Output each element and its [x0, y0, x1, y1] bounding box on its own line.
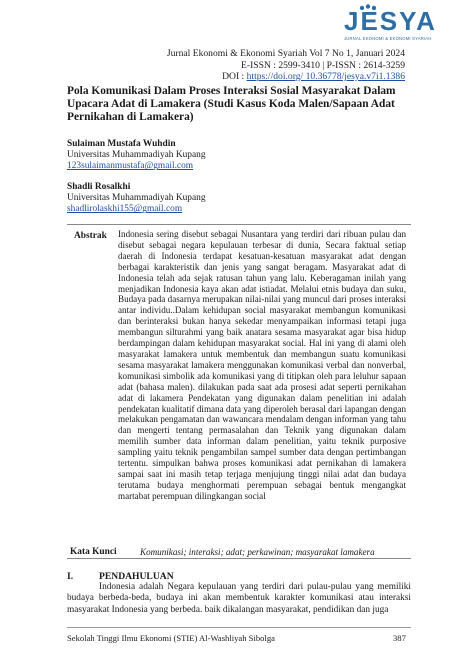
footer-institution: Sekolah Tinggi Ilmu Ekonomi (STIE) Al-Washliyah Sibolga [67, 633, 275, 643]
author-name: Shadli Rosalkhi [67, 182, 131, 192]
author-block-1 [67, 139, 327, 173]
journal-doi [105, 71, 405, 83]
journal-info [105, 48, 405, 83]
section-number: I. [67, 571, 74, 582]
keywords-label: Kata Kunci [70, 547, 117, 557]
doi-prefix: DOI : [222, 71, 247, 82]
page-number: 387 [393, 633, 406, 643]
journal-issn: E-ISSN : 2599-3410 | P-ISSN : 2614-3259 [241, 59, 405, 71]
abstract-label: Abstrak [74, 231, 107, 241]
logo-wordmark: JESYA [344, 6, 437, 36]
footer-divider [67, 627, 411, 628]
logo-subtitle: JURNAL EKONOMI & EKONOMI SYARIAH [344, 36, 432, 41]
doi-link[interactable]: https://doi.org/ 10.36778/jesya.v7i1.1386 [246, 71, 405, 82]
keywords-text: Komunikasi; interaksi; adat; perkawinan; masyarakat lamakera [140, 547, 375, 557]
abstract-text: Indonesia sering disebut sebagai Nusantara yang terdiri dari ribuan pulau dan disebut sebagai negara kepulauan terbesar di dunia, Secara faktual setiap daerah di Indonesia terdapat kesatuan-kesatuan masyarakat adat dengan berbagai karakteristik dan jenis yang sangat beragam. Masyarakat adat di Indonesia telah ada sejak ratusan tahun yang lalu. Keberagaman inilah yang menjadikan Indonesia kaya akan adat istiadat. Melalui etnis budaya dan suku, Budaya pada dasarnya merupakan nilai-nilai yang muncul dari proses interaksi antar individu..Dalam kehidupan social masyarakat membangun komunikasi dan berinteraksi bukan hanya sekedar menyampaikan informasi tetapi juga membangun silturahmi yang baik anatara sesama masyarakat agar bisa hidup berdampingan dalam kehidupan masyarakat social. Hal ini yang di alami oleh masyarakat lamakera untuk membentuk dan membangun suatu komunikasi sesama masyarakat lamakera menggunakan komunikasi verbal dan nonverbal, komunikasi simbolik ada komunikasi yang di titipkan oleh para leluhur sapaan adat (bahasa malen). dilakukan pada saat ada prosesi adat seperti pernikahan adat di lakamera Pendekatan yang digunakan dalam penelitian ini adalah pendekatan kualitatif dimana data yang diperoleh berasal dari lapangan dengan melakukan pengamatan dan wawancara mendalam dengan informan yang tahu dan mengerti tentang permasalahan dan Teknik yang digunakan dalam memilih sumber data informan dalam penelitian, yaitu teknik purposive sampling yaitu teknik pengambilan sampel sumber data dengan pertimbangan tertentu. simpulkan bahwa proses komunikasi adat pernikahan di lamakera sampai saat ini masih tetap terjaga menjujung tinggi nilai adat dan budaya terutama budaya menghormati perempuan sebagai bentuk mengangkat martabat perempuan dilingkangan social [118, 229, 406, 501]
journal-logo [344, 6, 444, 46]
section-heading: PENDAHULUAN [99, 571, 174, 582]
abstract-box [67, 224, 411, 559]
body-paragraph: Indonesia adalah Negara kepulauan yang terdiri dari pulau-pulau yang memiliki budaya berbeda-beda, budaya ini akan membentuk karakter komunikasi atau interaksi masyarakat Indonesia yang berbeda. baik dikalangan masyarakat, pendidikan dan juga [67, 582, 411, 615]
author-block-2 [67, 182, 327, 216]
section-body-text [67, 582, 411, 616]
author-email-link[interactable]: 123sulaimanmustafa@gmail.com [67, 161, 194, 172]
author-affiliation: Universitas Muhammadiyah Kupang [67, 150, 206, 161]
paper-title: Pola Komunikasi Dalam Proses Interaksi Sosial Masyarakat Dalam Upacara Adat di Lamakera (Studi Kasus Koda Malen/Sapaan Adat Pernikahan di Lamakera) [67, 85, 396, 123]
author-name: Sulaiman Mustafa Wuhdin [67, 139, 176, 149]
author-affiliation: Universitas Muhammadiyah Kupang [67, 193, 206, 204]
author-email-link[interactable]: shadlirolaskhi155@gmail.com [67, 204, 183, 215]
journal-volume: Jurnal Ekonomi & Ekonomi Syariah Vol 7 No 1, Januari 2024 [166, 48, 405, 59]
